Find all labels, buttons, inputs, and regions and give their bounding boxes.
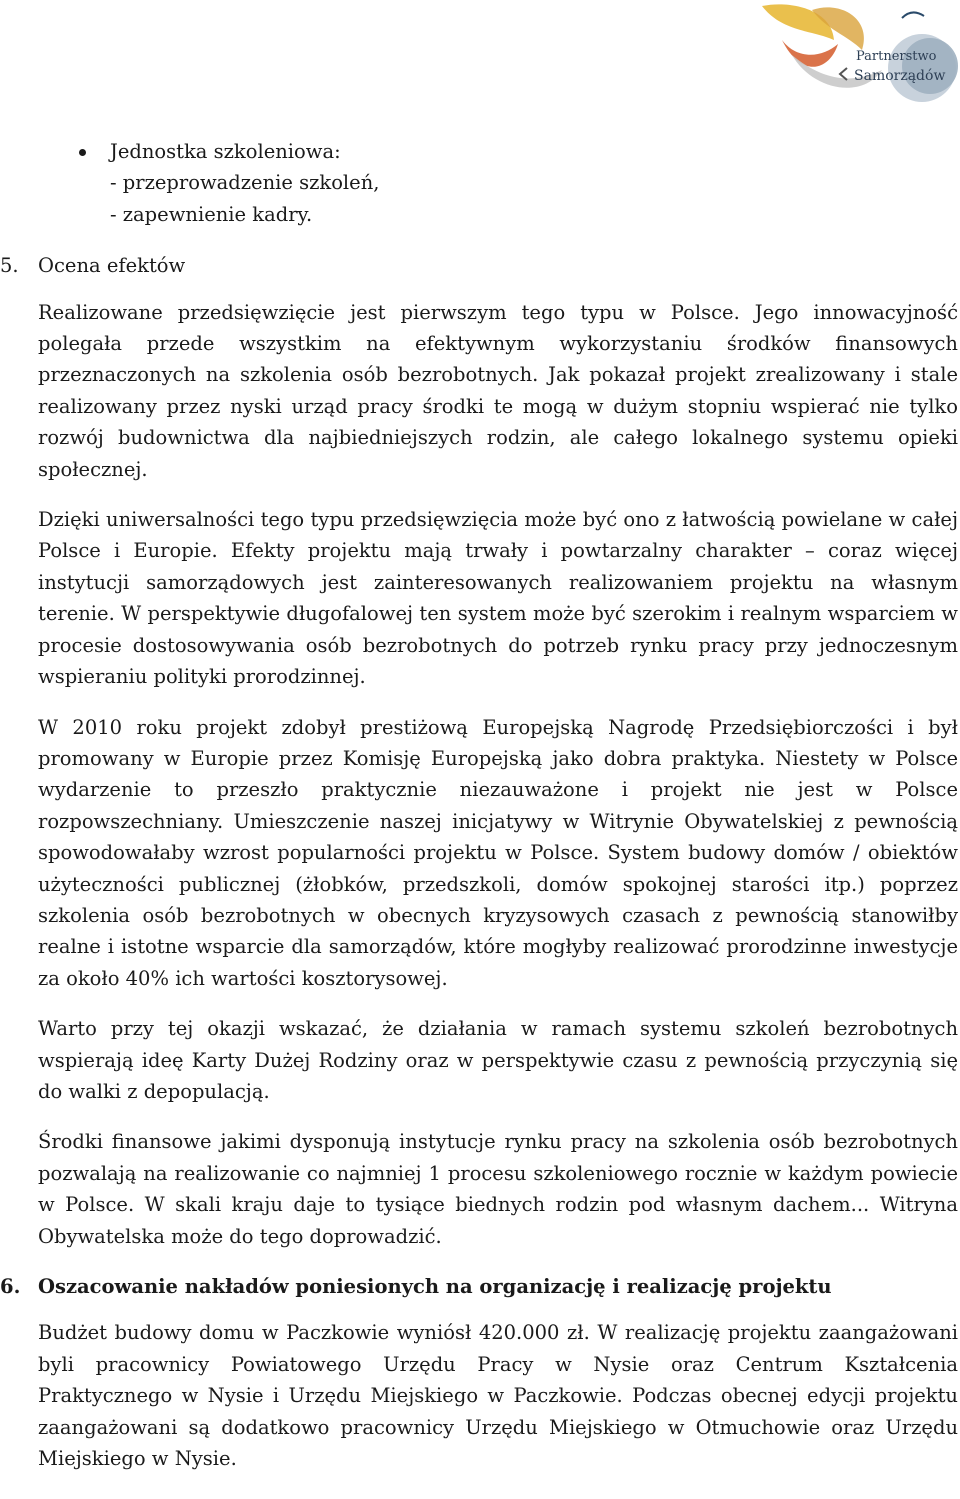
- bullet-item: [38, 136, 958, 230]
- section-6-number: 6.: [0, 1275, 21, 1298]
- document-body: [0, 136, 958, 1493]
- section-6-heading: [0, 1271, 958, 1302]
- section-5-paragraph-2: Dzięki uniwersalności tego typu przedsięwzięcia może być ono z łatwością powielane w całej Polsce i Europie. Efekty projektu mają trwały i powtarzalny charakter – coraz więcej instytucji samorządowych jest zainteresowanych realizowaniem projektu na własnym terenie. W perspektywie długofalowej ten system może być szerokim i realnym wsparciem w procesie dostosowywania osób bezrobotnych do potrzeb rynku pracy przy jednoczesnym wspieraniu polityki prorodzinnej.: [38, 508, 958, 689]
- bullet-line-1: - przeprowadzenie szkoleń,: [110, 171, 380, 195]
- bullet-title: Jednostka szkoleniowa:: [110, 140, 341, 163]
- section-5-title: Ocena efektów: [38, 254, 186, 278]
- bullet-line-2: - zapewnienie kadry.: [110, 202, 313, 226]
- section-6-paragraph-1: Budżet budowy domu w Paczkowie wyniósł 420.000 zł. W realizację projektu zaangażowani byli pracownicy Powiatowego Urzędu Pracy w Nysie oraz Centrum Kształcenia Praktycznego w Nysie i Urzędu Miejskiego w Paczkowie. Podczas obecnej edycji projektu zaangażowani są dodatkowo pracownicy Urzędu Miejskiego w Otmuchowie oraz Urzędu Miejskiego w Nysie.: [38, 1321, 958, 1471]
- section-5-paragraph-5: Środki finansowe jakimi dysponują instytucje rynku pracy na szkolenia osób bezrobotnych pozwalają na realizowanie co najmniej 1 procesu szkoleniowego rocznie w każdym powiecie w Polsce. W skali kraju daje to tysiące biednych rodzin pod własnym dachem... Witryna Obywatelska może do tego doprowadzić.: [38, 1130, 958, 1248]
- partnerstwo-samorzadow-logo: [752, 0, 960, 110]
- section-5-number: 5.: [0, 254, 19, 278]
- logo-line-1: Partnerstwo: [856, 49, 937, 64]
- logo-line-2: Samorządów: [854, 68, 946, 84]
- bullet-dot-icon: [79, 149, 86, 156]
- section-5-paragraph-3: W 2010 roku projekt zdobył prestiżową Europejską Nagrodę Przedsiębiorczości i był promowany w Europie przez Komisję Europejską jako dobra praktyka. Niestety w Polsce wydarzenie to przeszło praktycznie niezauważone i projekt nie jest w Polsce rozpowszechniany. Umieszczenie naszej inicjatywy w Witrynie Obywatelskiej z pewnością spowodowałaby wzrost popularności projektu w Polsce. System budowy domów / obiektów użyteczności publicznej (żłobków, przedszkoli, domów spokojnej starości itp.) poprzez szkolenia osób bezrobotnych w obecnych kryzysowych czasach z pewnością stanowiłby realne i istotne wsparcie dla samorządów, które mogłyby realizować prorodzinne inwestycje za około 40% ich wartości kosztorysowej.: [38, 715, 958, 990]
- section-6-title: Oszacowanie nakładów poniesionych na organizację i realizację projektu: [38, 1275, 832, 1298]
- section-5-heading: [0, 250, 958, 281]
- logo-graphic: [752, 0, 960, 110]
- section-5-paragraph-1: Realizowane przedsięwzięcie jest pierwszym tego typu w Polsce. Jego innowacyjność polegała przede wszystkim na efektywnym wykorzystaniu środków finansowych przeznaczonych na szkolenia osób bezrobotnych. Jak pokazał projekt zrealizowany i stale realizowany przez nyski urząd pracy środki te mogą w dużym stopniu wspierać nie tylko rozwój budownictwa dla najbiedniejszych rodzin, ale całego lokalnego systemu opieki społecznej.: [38, 300, 958, 481]
- section-5-paragraph-4: Warto przy tej okazji wskazać, że działania w ramach systemu szkoleń bezrobotnych wspierają ideę Karty Dużej Rodziny oraz w perspektywie czasu z pewnością przyczynią się do walki z depopulacją.: [38, 1017, 958, 1103]
